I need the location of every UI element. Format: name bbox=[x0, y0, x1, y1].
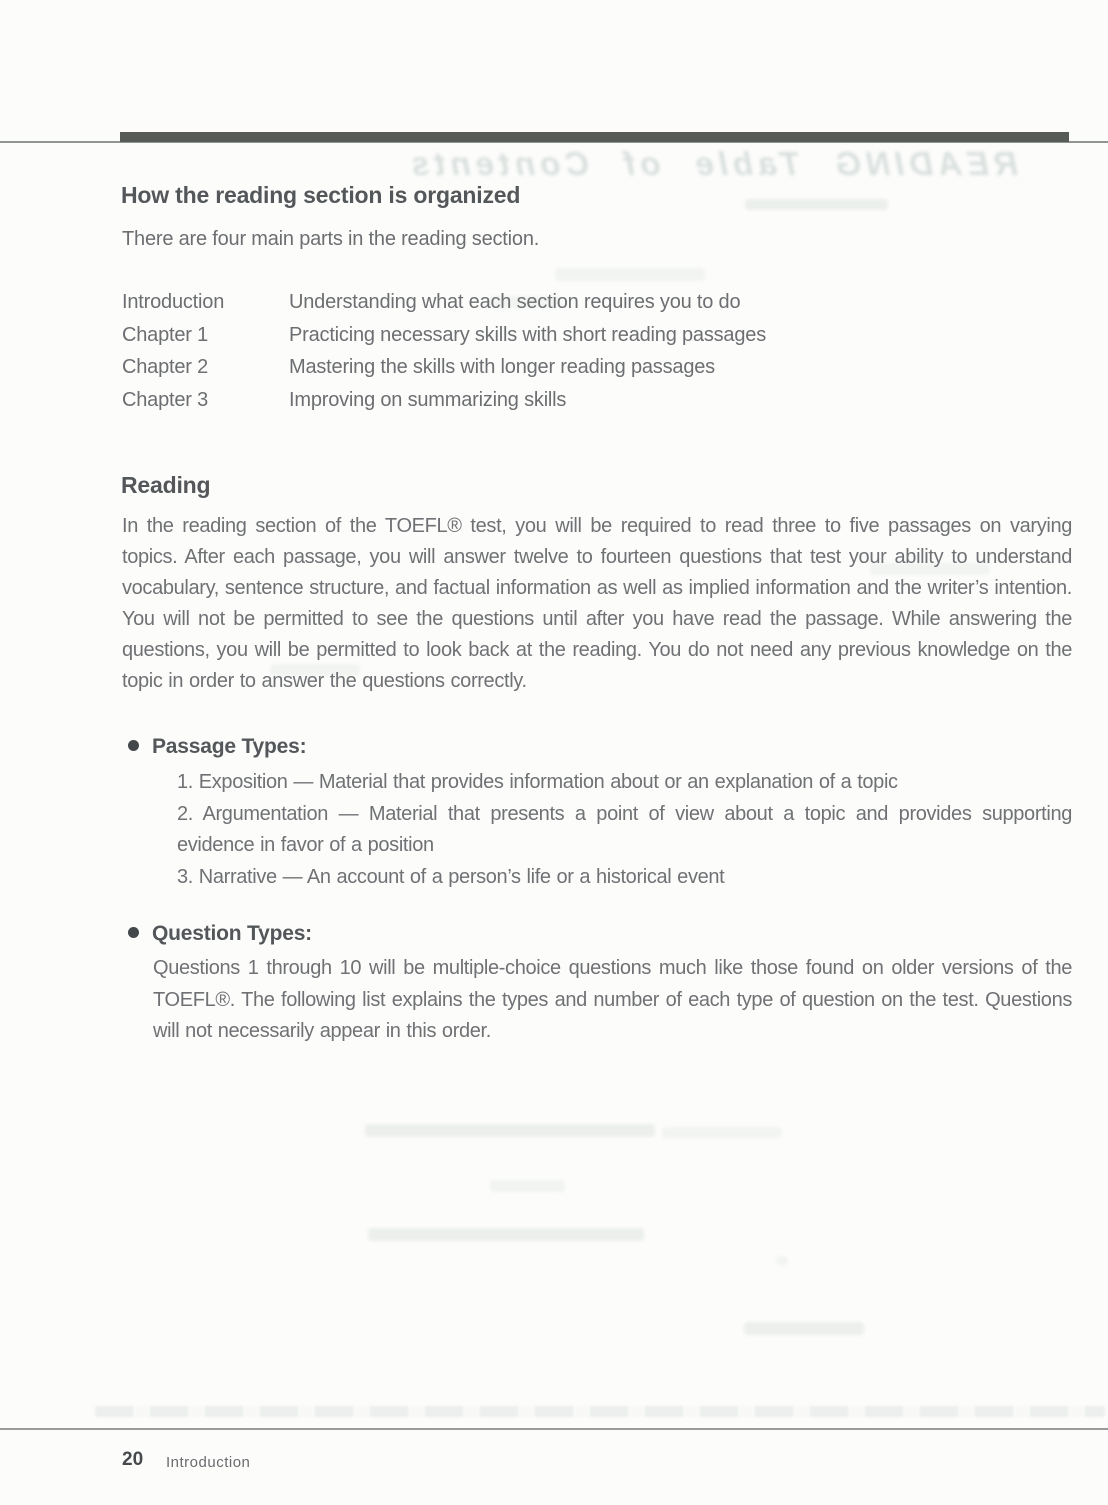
passage-types-heading-row bbox=[122, 731, 1072, 764]
page-title: How the reading section is organized bbox=[121, 182, 521, 208]
item-text: Exposition — Material that provides information about or an explanation of a topic bbox=[192, 771, 898, 793]
part-label: Introduction bbox=[122, 291, 225, 313]
item-number: 3. bbox=[177, 865, 193, 888]
part-description: Practicing necessary skills with short reading passages bbox=[289, 323, 766, 346]
footer-rule bbox=[0, 1428, 1108, 1430]
part-description: Mastering the skills with longer reading passages bbox=[289, 356, 715, 378]
bleed-through-smudge-band bbox=[95, 1406, 1105, 1417]
part-description: Understanding what each section requires you to do bbox=[289, 291, 741, 313]
item-number: 1. bbox=[177, 771, 193, 793]
bleed-through-smudge bbox=[745, 199, 888, 210]
table-row bbox=[122, 319, 1072, 352]
part-description: Improving on summarizing skills bbox=[289, 388, 567, 411]
bleed-through-ghost-title: READING Table of Contents bbox=[406, 145, 1018, 182]
bleed-through-smudge bbox=[490, 1180, 565, 1192]
reading-paragraph: In the reading section of the TOEFL® test, you will be required to read three to five passages on varying topics. After each passage, you will answer twelve to fourteen questions that test your ability to understand vocabulary, sentence structure, and factual information as well as implied information and the writer’s intention. You will not be permitted to see the questions until after you have read the passage. While answering the questions, you will be permitted to look back at the reading. You do not need any previous knowledge on the topic in order to answer the questions correctly. bbox=[122, 515, 1072, 692]
item-text: Argumentation — Material that presents a point of view about a topic and provides supporting evidence in favor of a position bbox=[177, 802, 1072, 856]
footer-section-label: Introduction bbox=[166, 1454, 251, 1471]
question-types-paragraph: Questions 1 through 10 will be multiple-choice questions much like those found on older versions of the TOEFL®. The following list explains the types and number of each type of question on the test. Questions will not necessarily appear in this order. bbox=[153, 957, 1072, 1042]
parts-table bbox=[122, 286, 1072, 416]
part-label: Chapter 3 bbox=[122, 388, 209, 411]
bleed-through-smudge bbox=[744, 1322, 864, 1335]
question-types-heading-row bbox=[122, 918, 1072, 951]
bleed-through-smudge bbox=[365, 1124, 655, 1137]
item-text: Narrative — An account of a person’s life or a historical event bbox=[192, 865, 725, 888]
list-item bbox=[177, 862, 1072, 894]
table-row bbox=[122, 384, 1072, 417]
passage-types-section bbox=[122, 731, 1072, 893]
passage-types-heading: Passage Types: bbox=[152, 735, 307, 758]
question-types-heading: Question Types: bbox=[152, 922, 312, 945]
intro-sentence: There are four main parts in the reading section. bbox=[122, 228, 540, 250]
list-item bbox=[177, 767, 1072, 799]
top-thick-rule bbox=[120, 132, 1069, 142]
table-row bbox=[122, 286, 1072, 319]
list-item bbox=[177, 799, 1072, 862]
passage-types-list bbox=[122, 767, 1072, 893]
section-title-reading: Reading bbox=[121, 472, 211, 498]
bullet-icon bbox=[128, 740, 139, 751]
bleed-through-smudge bbox=[555, 268, 705, 281]
bleed-through-smudge bbox=[662, 1127, 782, 1138]
item-number: 2. bbox=[177, 802, 193, 825]
table-row bbox=[122, 351, 1072, 384]
bullet-icon bbox=[128, 927, 139, 938]
bleed-through-smudge bbox=[368, 1228, 644, 1241]
bleed-through-smudge bbox=[776, 1256, 788, 1265]
part-label: Chapter 1 bbox=[122, 323, 209, 346]
question-types-section bbox=[122, 918, 1072, 1048]
page-number: 20 bbox=[122, 1449, 144, 1470]
part-label: Chapter 2 bbox=[122, 356, 209, 378]
